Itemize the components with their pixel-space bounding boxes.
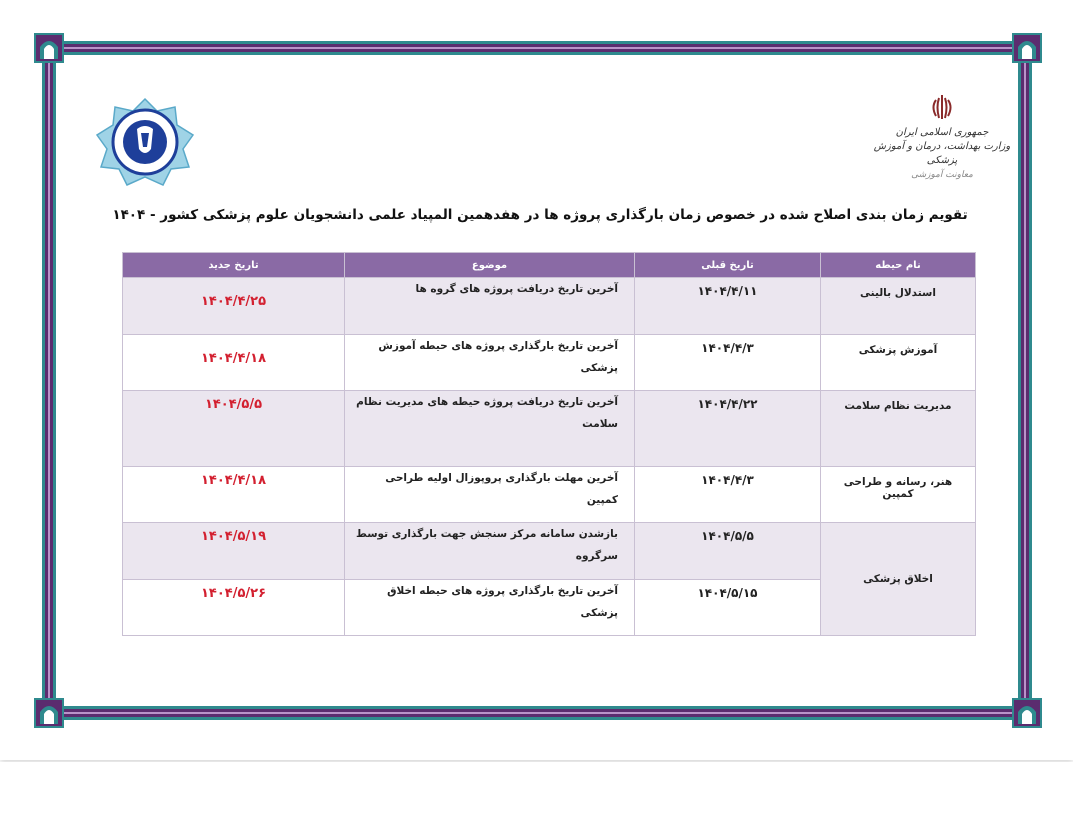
ministry-line-department: معاونت آموزشی [911,170,973,180]
ministry-header [872,92,1012,182]
frame-left-border [42,55,56,706]
header-previous-date: تاریخ قبلی [635,253,821,278]
new-date-cell: ۱۴۰۴/۴/۱۸ [123,335,345,391]
frame-corner-ornament-icon [1012,698,1042,728]
domain-cell: اخلاق پزشکی [821,523,976,636]
new-date-cell: ۱۴۰۴/۵/۵ [123,391,345,467]
subject-cell: بازشدن سامانه مرکز سنجش جهت بارگذاری توسط سرگروه [345,523,635,580]
previous-date-cell: ۱۴۰۴/۵/۵ [635,523,821,580]
domain-cell: مدیریت نظام سلامت [821,391,976,467]
subject-cell: آخرین تاریخ دریافت پروژه حیطه های مدیریت نظام سلامت [345,391,635,467]
header-new-date: تاریخ جدید [123,253,345,278]
frame-corner-ornament-icon [34,698,64,728]
table-row [123,523,976,580]
ministry-line-name: وزارت بهداشت، درمان و آموزش پزشکی [873,141,1011,166]
subject-cell: آخرین تاریخ بارگذاری پروژه های حیطه آموزش پزشکی [345,335,635,391]
table-row [123,278,976,335]
page-background [0,762,1073,822]
previous-date-cell: ۱۴۰۴/۴/۲۲ [635,391,821,467]
previous-date-cell: ۱۴۰۴/۴/۳ [635,335,821,391]
subject-cell: آخرین تاریخ بارگذاری پروژه های حیطه اخلاق پزشکی [345,580,635,636]
previous-date-cell: ۱۴۰۴/۵/۱۵ [635,580,821,636]
header-domain: نام حیطه [821,253,976,278]
frame-top-border [56,41,1018,55]
frame-right-border [1018,55,1032,706]
previous-date-cell: ۱۴۰۴/۴/۱۱ [635,278,821,335]
previous-date-cell: ۱۴۰۴/۴/۳ [635,467,821,523]
page-title: تقویم زمان بندی اصلاح شده در خصوص زمان بارگذاری پروژه ها در هفدهمین المپیاد علمی دانشجویان علوم پزشکی کشور - ۱۴۰۴ [112,207,968,223]
header-subject: موضوع [345,253,635,278]
frame-corner-ornament-icon [1012,33,1042,63]
domain-cell: آموزش پزشکی [821,335,976,391]
frame-bottom-border [56,706,1018,720]
table-header-row [123,253,976,278]
new-date-cell: ۱۴۰۴/۴/۲۵ [123,278,345,335]
table-row [123,467,976,523]
frame-corner-ornament-icon [34,33,64,63]
domain-cell: هنر، رسانه و طراحی کمپین [821,467,976,523]
schedule-table [122,252,976,636]
new-date-cell: ۱۴۰۴/۵/۱۹ [123,523,345,580]
new-date-cell: ۱۴۰۴/۵/۲۶ [123,580,345,636]
ministry-line-country: جمهوری اسلامی ایران [895,127,989,138]
table-row [123,335,976,391]
table-row [123,391,976,467]
new-date-cell: ۱۴۰۴/۴/۱۸ [123,467,345,523]
subject-cell: آخرین مهلت بارگذاری پروپوزال اولیه طراحی کمپین [345,467,635,523]
domain-cell: استدلال بالینی [821,278,976,335]
subject-cell: آخرین تاریخ دریافت پروژه های گروه ها [345,278,635,335]
olympiad-logo-icon [93,97,197,187]
iran-emblem-icon [927,92,957,122]
